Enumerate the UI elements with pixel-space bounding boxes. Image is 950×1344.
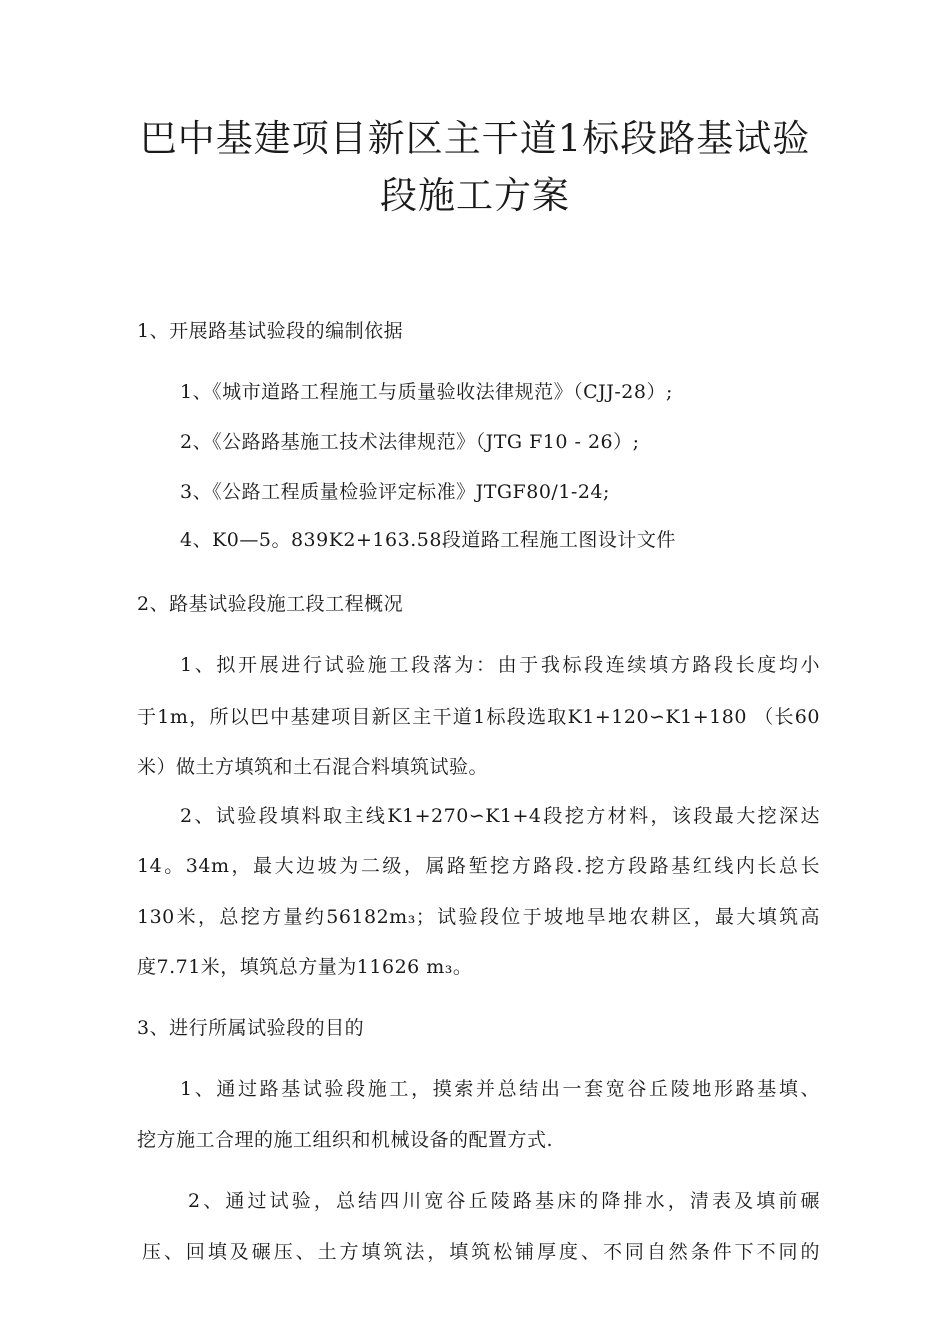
reference-item: 3、《公路工程质量检验评定标准》JTGF80/1-24;	[180, 481, 610, 503]
reference-item: 1、《城市道路工程施工与质量验收法律规范》（CJJ-28）;	[180, 381, 673, 403]
paragraph-line: 1、拟开展进行试验施工段落为：由于我标段连续填方路段长度均小	[180, 654, 820, 676]
document-title-line-1: 巴中基建项目新区主干道1标段路基试验	[139, 117, 811, 160]
paragraph-line: 挖方施工合理的施工组织和机械设备的配置方式.	[137, 1129, 554, 1151]
paragraph-line: 米）做土方填筑和土石混合料填筑试验。	[137, 756, 489, 778]
paragraph-line: 2、试验段填料取主线K1+270∽K1+4段挖方材料，该段最大挖深达	[180, 805, 820, 827]
paragraph-line: 14。34m，最大边坡为二级，属路堑挖方路段.挖方段路基红线内长总长	[137, 855, 820, 877]
paragraph-line: 压、回填及碾压、土方填筑法，填筑松铺厚度、不同自然条件下不同的	[142, 1241, 820, 1263]
paragraph-line: 度7.71米，填筑总方量为11626 m₃。	[137, 956, 473, 978]
reference-item: 4、K0—5。839K2+163.58段道路工程施工图设计文件	[180, 529, 676, 551]
section-1-heading: 1、开展路基试验段的编制依据	[137, 320, 404, 342]
paragraph-line: 130米，总挖方量约56182m₃；试验段位于坡地旱地农耕区，最大填筑高	[137, 906, 820, 928]
section-3-heading: 3、进行所属试验段的目的	[137, 1017, 365, 1039]
document-title-line-2: 段施工方案	[380, 174, 570, 217]
paragraph-line: 1、通过路基试验段施工，摸索并总结出一套宽谷丘陵地形路基填、	[180, 1078, 820, 1100]
section-2-heading: 2、路基试验段施工段工程概况	[137, 593, 404, 615]
reference-item: 2、《公路路基施工技术法律规范》（JTG F10 - 26）;	[180, 431, 640, 453]
paragraph-line: 于1m，所以巴中基建项目新区主干道1标段选取K1+120∽K1+180 （长60	[137, 706, 820, 728]
paragraph-line: 2、通过试验，总结四川宽谷丘陵路基床的降排水，清表及填前碾	[188, 1190, 820, 1212]
